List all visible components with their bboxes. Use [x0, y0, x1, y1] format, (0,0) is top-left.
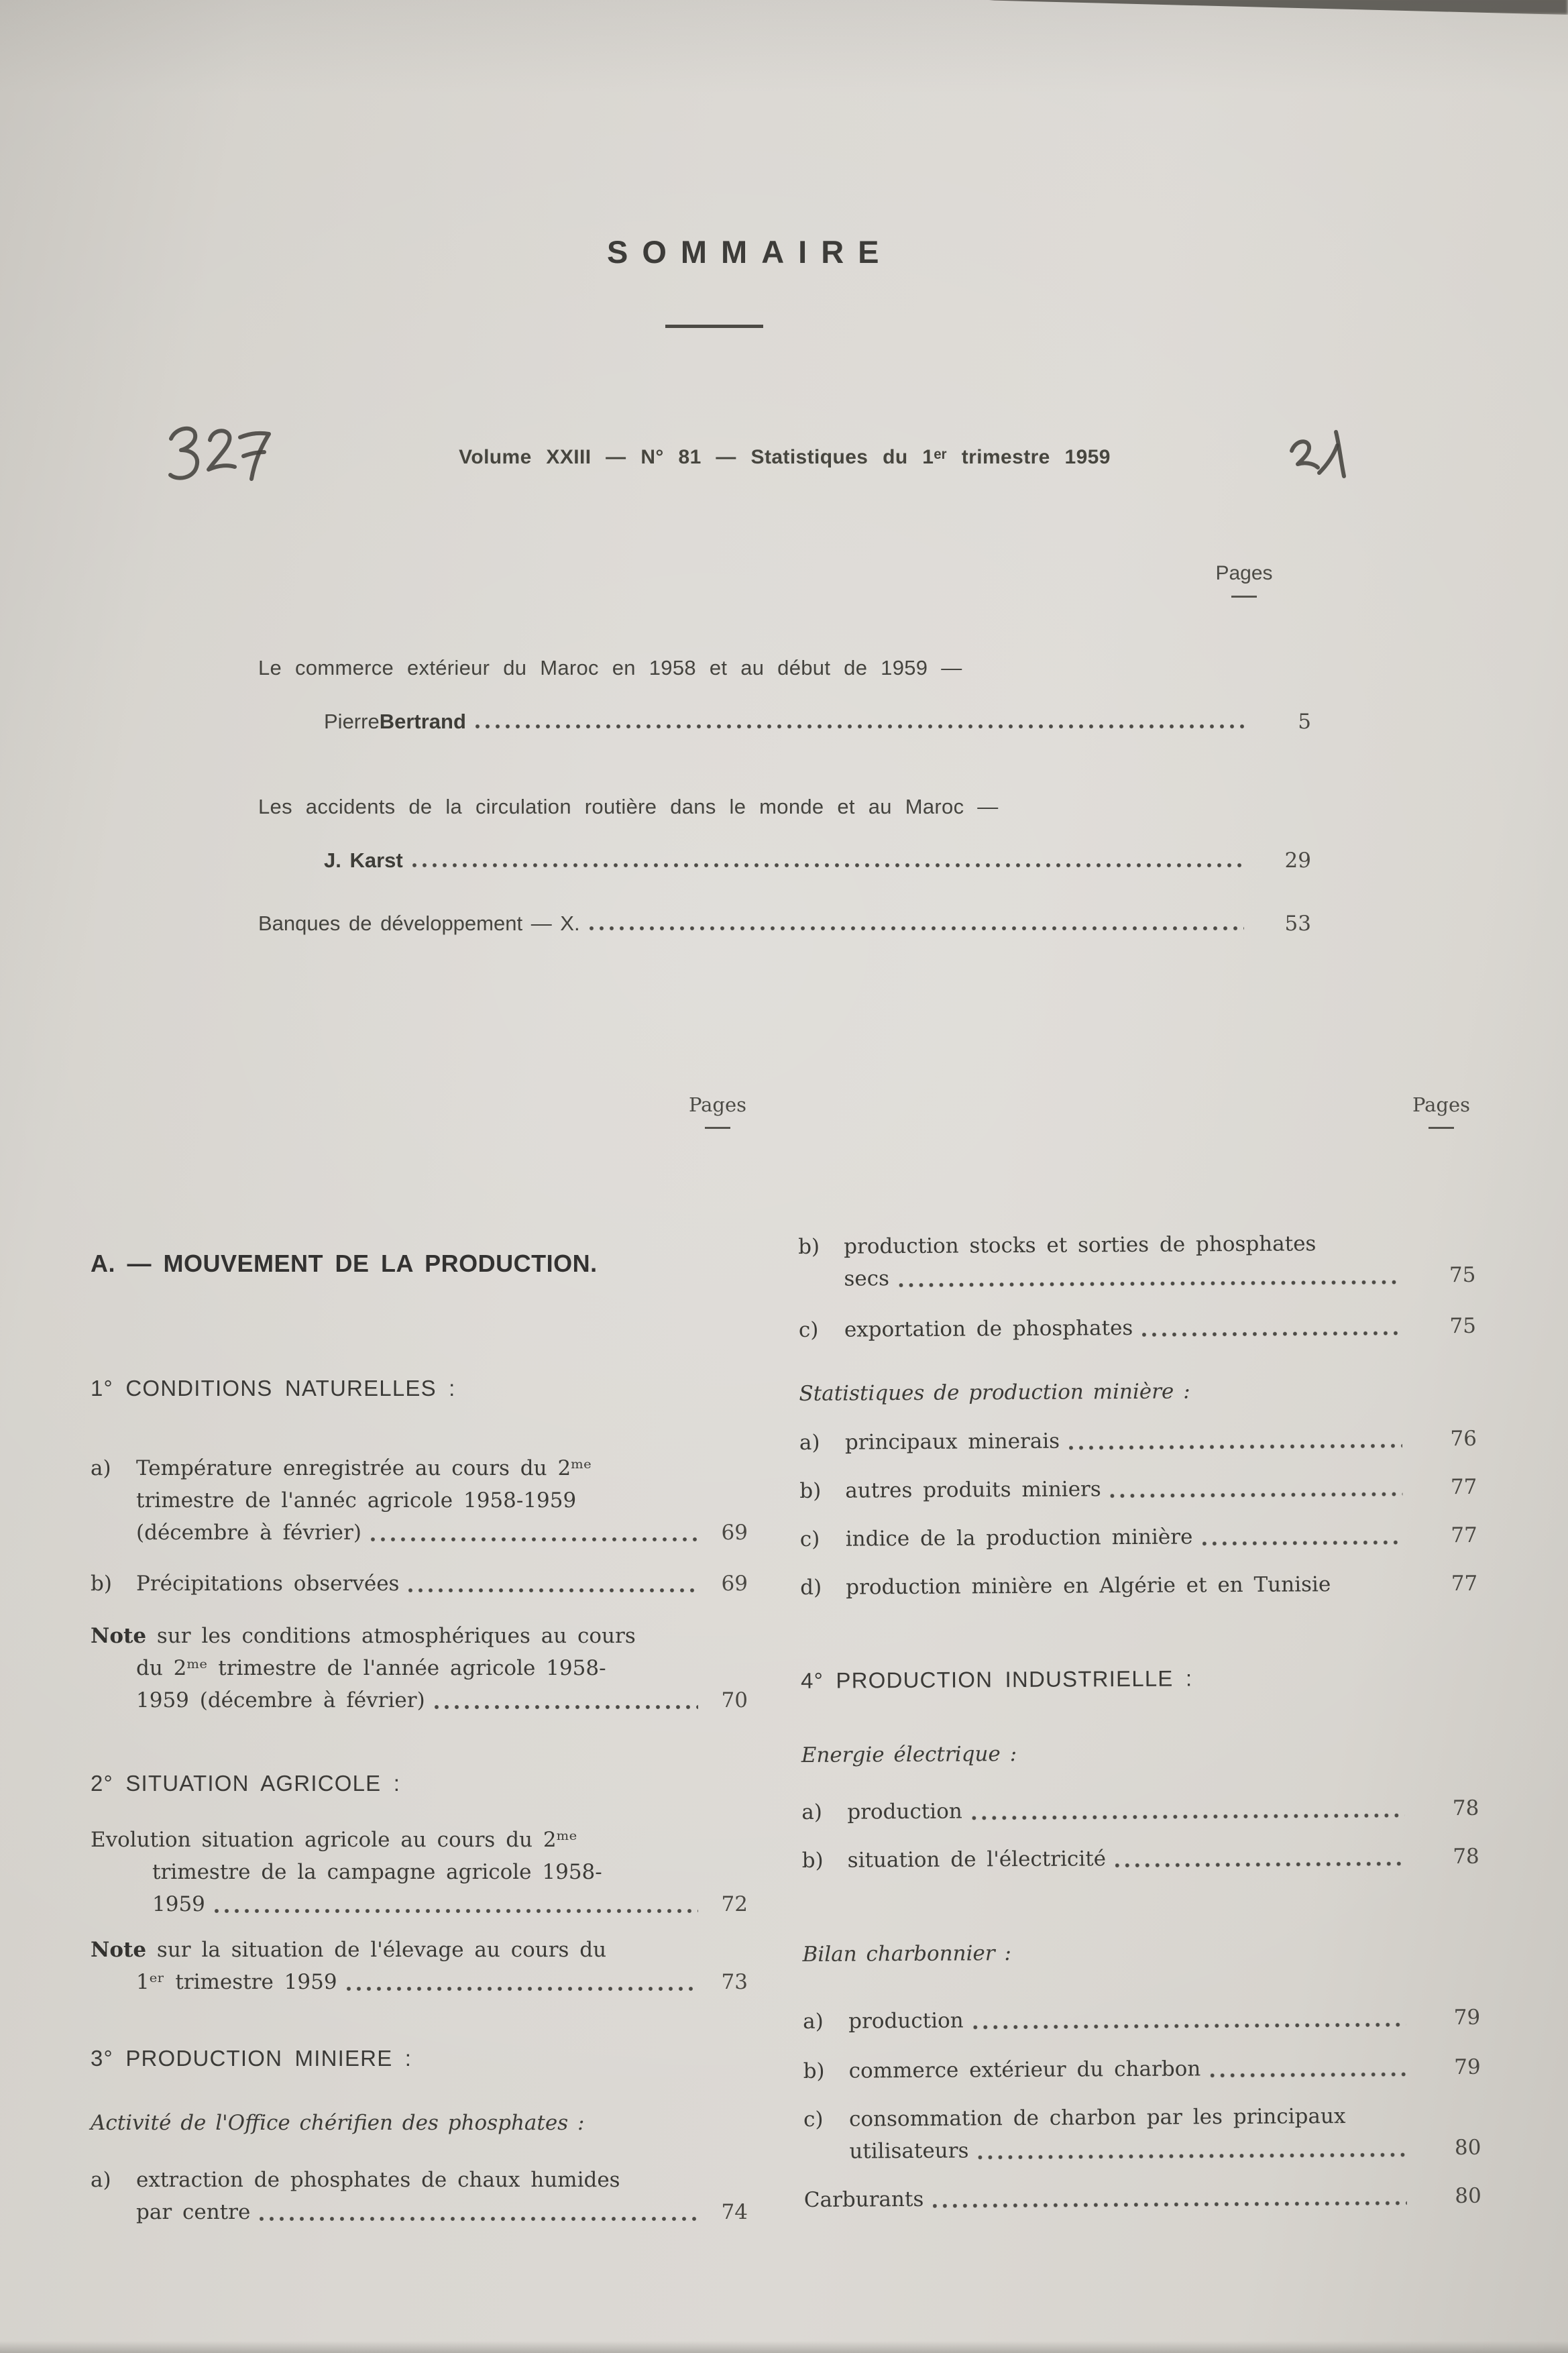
item-last-line	[152, 1888, 748, 1920]
dotted-leader	[1115, 1861, 1405, 1869]
item-label: a)	[799, 1430, 820, 1455]
entry-line	[258, 910, 1311, 938]
page-number: 77	[1450, 1474, 1477, 1500]
toc-item-indice-miniere	[800, 1519, 1484, 1555]
item-text: utilisateurs	[849, 2138, 969, 2164]
item-line: trimestre de la campagne agricole 1958-	[152, 1860, 602, 1884]
pages-label: Pages	[1412, 1093, 1471, 1116]
item-last-line	[845, 1471, 1483, 1507]
item-label: a)	[803, 2009, 824, 2034]
dotted-leader	[1210, 2071, 1406, 2079]
toc-note-elevage	[91, 1934, 748, 1998]
handwritten-number-327	[151, 411, 278, 494]
item-last-line	[847, 1792, 1486, 1828]
page-number: 80	[1454, 2135, 1481, 2160]
item-text: principaux minerais	[844, 1429, 1060, 1455]
dotted-leader	[435, 1704, 698, 1710]
item-text: Précipitations observées	[136, 1572, 400, 1596]
page-number: 69	[721, 1572, 748, 1596]
title-rule	[665, 325, 763, 328]
entry-author-line	[324, 708, 1311, 736]
item-label: b)	[799, 1478, 822, 1503]
dotted-leader	[978, 2152, 1406, 2160]
page-number: 70	[721, 1688, 748, 1712]
page-number: 75	[1449, 1313, 1476, 1339]
item-text: par centre	[136, 2200, 251, 2224]
subheading-energie-electrique: Energie électrique :	[801, 1742, 1017, 1767]
page-number: 29	[1284, 849, 1311, 873]
author-name-bold: Bertrand	[379, 710, 466, 733]
entry-title: Le commerce extérieur du Maroc en 1958 et au début de 1959 —	[258, 656, 962, 679]
pages-header-left-column	[676, 1093, 759, 1129]
note-keyword: Note	[91, 1938, 147, 1962]
page-number: 78	[1453, 1844, 1479, 1869]
toc-item-temperature	[91, 1452, 748, 1549]
page-number: 53	[1284, 912, 1311, 936]
toc-entry-accidents	[258, 793, 1311, 875]
item-last-line	[804, 2180, 1488, 2216]
blank-leader	[1340, 1588, 1403, 1594]
page-title: SOMMAIRE	[607, 234, 893, 270]
dotted-leader	[1202, 1539, 1402, 1547]
item-last-line	[845, 1423, 1483, 1459]
entry-author-line	[324, 846, 1311, 875]
item-text: 1ᵉʳ trimestre 1959	[136, 1970, 337, 1994]
toc-item-production-charbon	[803, 2002, 1487, 2038]
toc-item-precipitations	[91, 1568, 748, 1600]
toc-item-principaux-minerais	[799, 1423, 1483, 1459]
item-last-line	[136, 1966, 748, 1998]
item-text: commerce extérieur du charbon	[848, 2057, 1201, 2083]
item-label: c)	[803, 2107, 824, 2132]
pages-dash	[1231, 596, 1257, 598]
dotted-leader	[1111, 1492, 1403, 1500]
toc-item-evolution-agricole	[91, 1824, 748, 1920]
toc-left-column	[91, 1249, 748, 2228]
item-line: production stocks et sorties de phosphates	[844, 1232, 1317, 1259]
page-number: 72	[721, 1892, 748, 1916]
page-number: 80	[1455, 2183, 1481, 2209]
subsection-production-industrielle: 4° PRODUCTION INDUSTRIELLE :	[800, 1665, 1193, 1693]
item-text: secs	[844, 1266, 890, 1291]
toc-item-commerce-charbon	[803, 2051, 1488, 2087]
dotted-leader	[972, 1812, 1405, 1821]
item-text: Carburants	[803, 2187, 924, 2212]
dotted-leader	[215, 1908, 698, 1914]
item-text: 1959	[152, 1892, 205, 1916]
item-last-line	[136, 1568, 748, 1600]
item-text: exportation de phosphates	[844, 1315, 1133, 1342]
toc-item-production-electricite	[801, 1792, 1486, 1828]
item-text: situation de l'électricité	[847, 1847, 1107, 1873]
toc-right-column	[798, 1227, 1488, 2216]
item-line: Evolution situation agricole au cours du 2ᵐᵉ	[91, 1828, 577, 1852]
item-last-line	[844, 1259, 1482, 1295]
pages-label: Pages	[1215, 562, 1273, 584]
item-label: a)	[91, 1456, 111, 1480]
author-name-bold: J. Karst	[324, 849, 403, 872]
entry-text: Banques de développement — X.	[258, 912, 580, 935]
pages-header-right-column	[1396, 1093, 1486, 1129]
dotted-leader	[590, 926, 1244, 932]
item-last-line	[849, 2132, 1488, 2168]
item-line: consommation de charbon par les principaux	[848, 2104, 1346, 2132]
item-last-line	[848, 2002, 1487, 2038]
dotted-leader	[260, 2216, 698, 2222]
page-number: 77	[1451, 1523, 1477, 1548]
item-last-line	[844, 1310, 1483, 1346]
item-label: b)	[91, 1572, 112, 1596]
item-line	[91, 1620, 748, 1652]
pages-dash	[705, 1127, 730, 1129]
scan-corner-shadow	[958, 0, 1568, 15]
item-text: production	[847, 1799, 962, 1824]
item-text: sur les conditions atmosphériques au cours	[146, 1624, 636, 1648]
toc-entry-banques	[258, 910, 1311, 938]
entry-title: Les accidents de la circulation routière dans le monde et au Maroc —	[258, 795, 999, 818]
item-line: trimestre de l'annéc agricole 1958-1959	[136, 1488, 577, 1513]
page-number: 69	[721, 1521, 748, 1545]
item-line: extraction de phosphates de chaux humides	[136, 2168, 620, 2192]
item-last-line	[136, 1684, 748, 1716]
dotted-leader	[933, 2200, 1407, 2209]
subheading-activite-phosphates: Activité de l'Office chérifien des phosphates :	[91, 2111, 585, 2135]
subheading-bilan-charbonnier: Bilan charbonnier :	[802, 1941, 1012, 1967]
volume-line: Volume XXIII — N° 81 — Statistiques du 1ᵉʳ trimestre 1959	[459, 446, 1111, 468]
toc-note-atmospheriques	[91, 1620, 748, 1716]
item-last-line	[136, 1517, 748, 1549]
item-label: c)	[798, 1317, 819, 1342]
dotted-leader	[347, 1986, 698, 1992]
subsection-situation-agricole: 2° SITUATION AGRICOLE :	[91, 1771, 401, 1796]
subsection-production-miniere: 3° PRODUCTION MINIERE :	[91, 2046, 412, 2071]
item-line	[91, 1934, 748, 1966]
handwritten-mark	[1274, 417, 1375, 494]
item-label: d)	[800, 1575, 822, 1600]
item-last-line	[846, 1568, 1484, 1604]
item-last-line	[136, 2196, 748, 2228]
note-keyword: Note	[91, 1624, 147, 1648]
pages-dash	[1429, 1127, 1454, 1129]
dotted-leader	[408, 1588, 698, 1594]
item-label: b)	[803, 2059, 825, 2083]
section-heading-mouvement-production: A. — MOUVEMENT DE LA PRODUCTION.	[91, 1250, 598, 1277]
page-number: 78	[1452, 1796, 1479, 1821]
subheading-statistiques-minieres: Statistiques de production minière :	[799, 1379, 1190, 1406]
toc-item-stocks-phosphates	[798, 1227, 1483, 1295]
page-number: 73	[721, 1970, 748, 1994]
item-text: (décembre à février)	[136, 1521, 361, 1545]
toc-item-exportation-phosphates	[799, 1310, 1483, 1346]
toc-entry-commerce	[258, 654, 1311, 736]
dotted-leader	[1142, 1331, 1402, 1338]
subsection-conditions-naturelles: 1° CONDITIONS NATURELLES :	[91, 1376, 456, 1401]
item-text: sur la situation de l'élevage au cours du	[146, 1938, 607, 1962]
page-number: 79	[1453, 2005, 1481, 2030]
item-label: a)	[801, 1800, 822, 1824]
toc-item-autres-produits	[799, 1471, 1483, 1507]
dotted-leader	[371, 1537, 698, 1543]
item-label: c)	[799, 1527, 820, 1551]
page-number: 76	[1450, 1426, 1477, 1452]
toc-item-carburants	[804, 2180, 1488, 2216]
item-label: b)	[801, 1848, 824, 1873]
toc-main-entries	[258, 654, 1311, 938]
toc-item-situation-electricite	[802, 1841, 1486, 1877]
page-number: 79	[1454, 2055, 1481, 2080]
page-number: 74	[721, 2200, 748, 2224]
item-text: autres produits miniers	[845, 1477, 1101, 1503]
page-number: 5	[1298, 710, 1311, 734]
dotted-leader	[475, 724, 1244, 730]
toc-item-consommation-charbon	[803, 2099, 1488, 2168]
dotted-leader	[899, 1280, 1402, 1289]
page-number: 77	[1451, 1571, 1478, 1596]
item-text: production minière en Algérie et en Tunisie	[846, 1572, 1331, 1600]
item-label: a)	[91, 2168, 111, 2192]
page-number: 75	[1449, 1262, 1476, 1288]
item-text: 1959 (décembre à février)	[136, 1688, 425, 1712]
dotted-leader	[973, 2022, 1406, 2030]
item-line: Température enregistrée au cours du 2ᵐᵉ	[136, 1456, 592, 1480]
pages-header-top	[1200, 562, 1288, 598]
item-line: du 2ᵐᵉ trimestre de l'année agricole 1958-	[136, 1656, 606, 1680]
item-text: production	[848, 2008, 964, 2034]
item-last-line	[848, 1841, 1486, 1877]
pages-label: Pages	[688, 1093, 747, 1116]
toc-item-extraction-phosphates	[91, 2164, 748, 2228]
dotted-leader	[1069, 1443, 1402, 1452]
item-last-line	[849, 2051, 1488, 2087]
item-text: indice de la production minière	[845, 1525, 1193, 1551]
item-label: b)	[798, 1234, 820, 1259]
item-last-line	[846, 1519, 1484, 1555]
author-name: Pierre	[324, 710, 380, 733]
toc-item-miniere-algerie-tunisie	[800, 1568, 1484, 1604]
dotted-leader	[412, 863, 1244, 869]
